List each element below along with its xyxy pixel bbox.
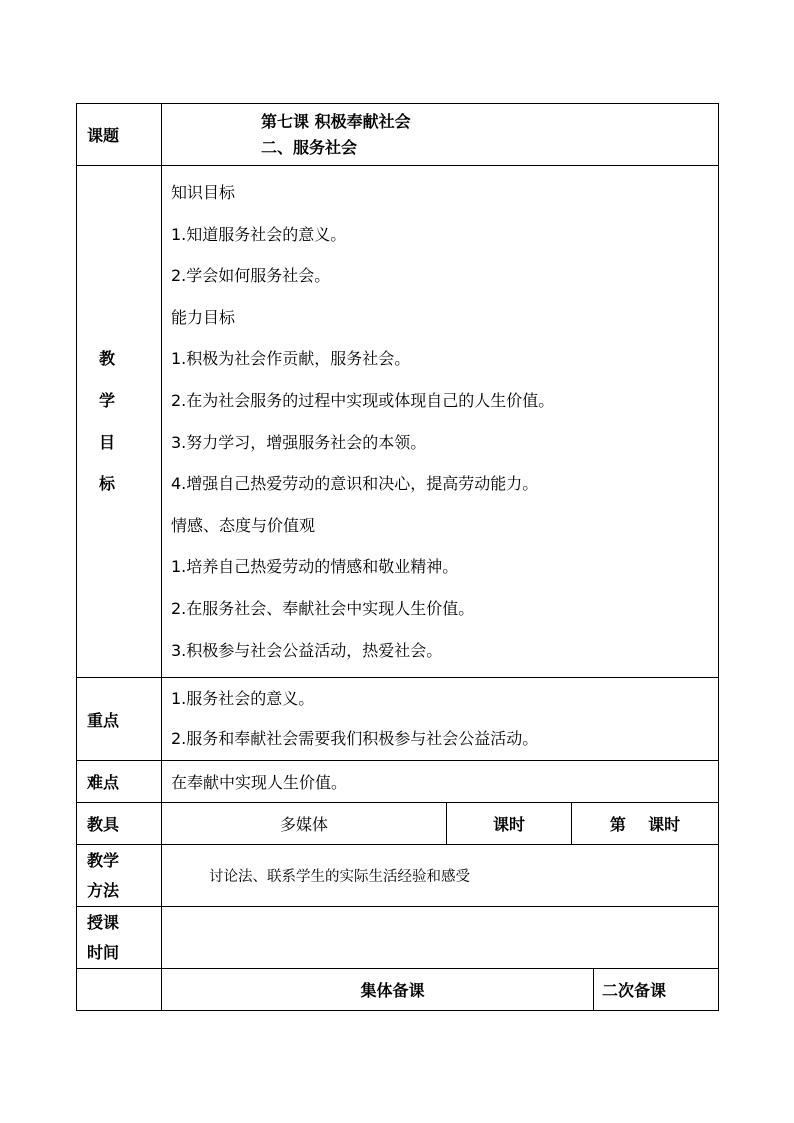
goals-label-char: 教: [99, 349, 116, 369]
key-points-content: [162, 678, 719, 761]
goal-item: 4.增强自己热爱劳动的意识和决心，提高劳动能力。: [171, 474, 539, 494]
hours-value: 第 课时: [572, 803, 719, 845]
time-content: [162, 907, 719, 969]
goal-item: 2.在为社会服务的过程中实现或体现自己的人生价值。: [171, 390, 555, 410]
group-prep-header: 集体备课: [162, 969, 594, 1011]
prep-empty-cell: [77, 969, 162, 1011]
difficulty-row: [77, 761, 719, 803]
goal-item: 2.学会如何服务社会。: [171, 266, 331, 286]
lesson-plan-table: [76, 103, 719, 1011]
goals-label-char: 标: [99, 474, 116, 494]
goal-item: 1.培养自己热爱劳动的情感和敬业精神。: [171, 557, 459, 577]
difficulty-content: 在奉献中实现人生价值。: [162, 761, 719, 803]
goals-content: [162, 166, 719, 678]
goals-label: [77, 166, 162, 678]
lesson-title: 第七课 积极奉献社会: [261, 111, 411, 131]
key-points-label: 重点: [77, 678, 162, 761]
time-label: [77, 907, 162, 969]
tools-value: 多媒体: [162, 803, 447, 845]
tools-label: 教具: [77, 803, 162, 845]
topic-row: [77, 104, 719, 166]
goal-item: 3.努力学习，增强服务社会的本领。: [171, 432, 427, 452]
goal-item: 1.知道服务社会的意义。: [171, 224, 347, 244]
method-label-line: 方法: [87, 880, 120, 900]
goal-item: 3.积极参与社会公益活动，热爱社会。: [171, 640, 443, 660]
prep-row: [77, 969, 719, 1011]
method-content: 讨论法、联系学生的实际生活经验和感受: [162, 845, 719, 907]
time-label-line: 时间: [87, 942, 120, 962]
goals-label-char: 目: [99, 432, 116, 452]
method-label: [77, 845, 162, 907]
goal-heading-knowledge: 知识目标: [171, 183, 236, 202]
goal-heading-ability: 能力目标: [171, 307, 236, 327]
goal-heading-attitude: 情感、态度与价值观: [171, 515, 316, 535]
goals-row: [77, 166, 719, 678]
difficulty-label: 难点: [77, 761, 162, 803]
tools-row: [77, 803, 719, 845]
topic-label: 课题: [77, 104, 162, 166]
second-prep-header: 二次备课: [594, 969, 719, 1011]
key-points-row: [77, 678, 719, 761]
goals-label-char: 学: [99, 390, 116, 410]
time-label-line: 授课: [87, 912, 120, 932]
goal-item: 2.在服务社会、奉献社会中实现人生价值。: [171, 598, 475, 618]
key-point-item: 1.服务社会的意义。: [171, 689, 315, 709]
goal-item: 1.积极为社会作贡献，服务社会。: [171, 349, 411, 369]
method-row: [77, 845, 719, 907]
time-row: [77, 907, 719, 969]
hours-label: 课时: [447, 803, 572, 845]
method-label-line: 教学: [87, 850, 120, 870]
key-point-item: 2.服务和奉献社会需要我们积极参与社会公益活动。: [171, 729, 539, 749]
lesson-subtitle: 二、服务社会: [261, 137, 358, 157]
topic-title-cell: [162, 104, 719, 166]
